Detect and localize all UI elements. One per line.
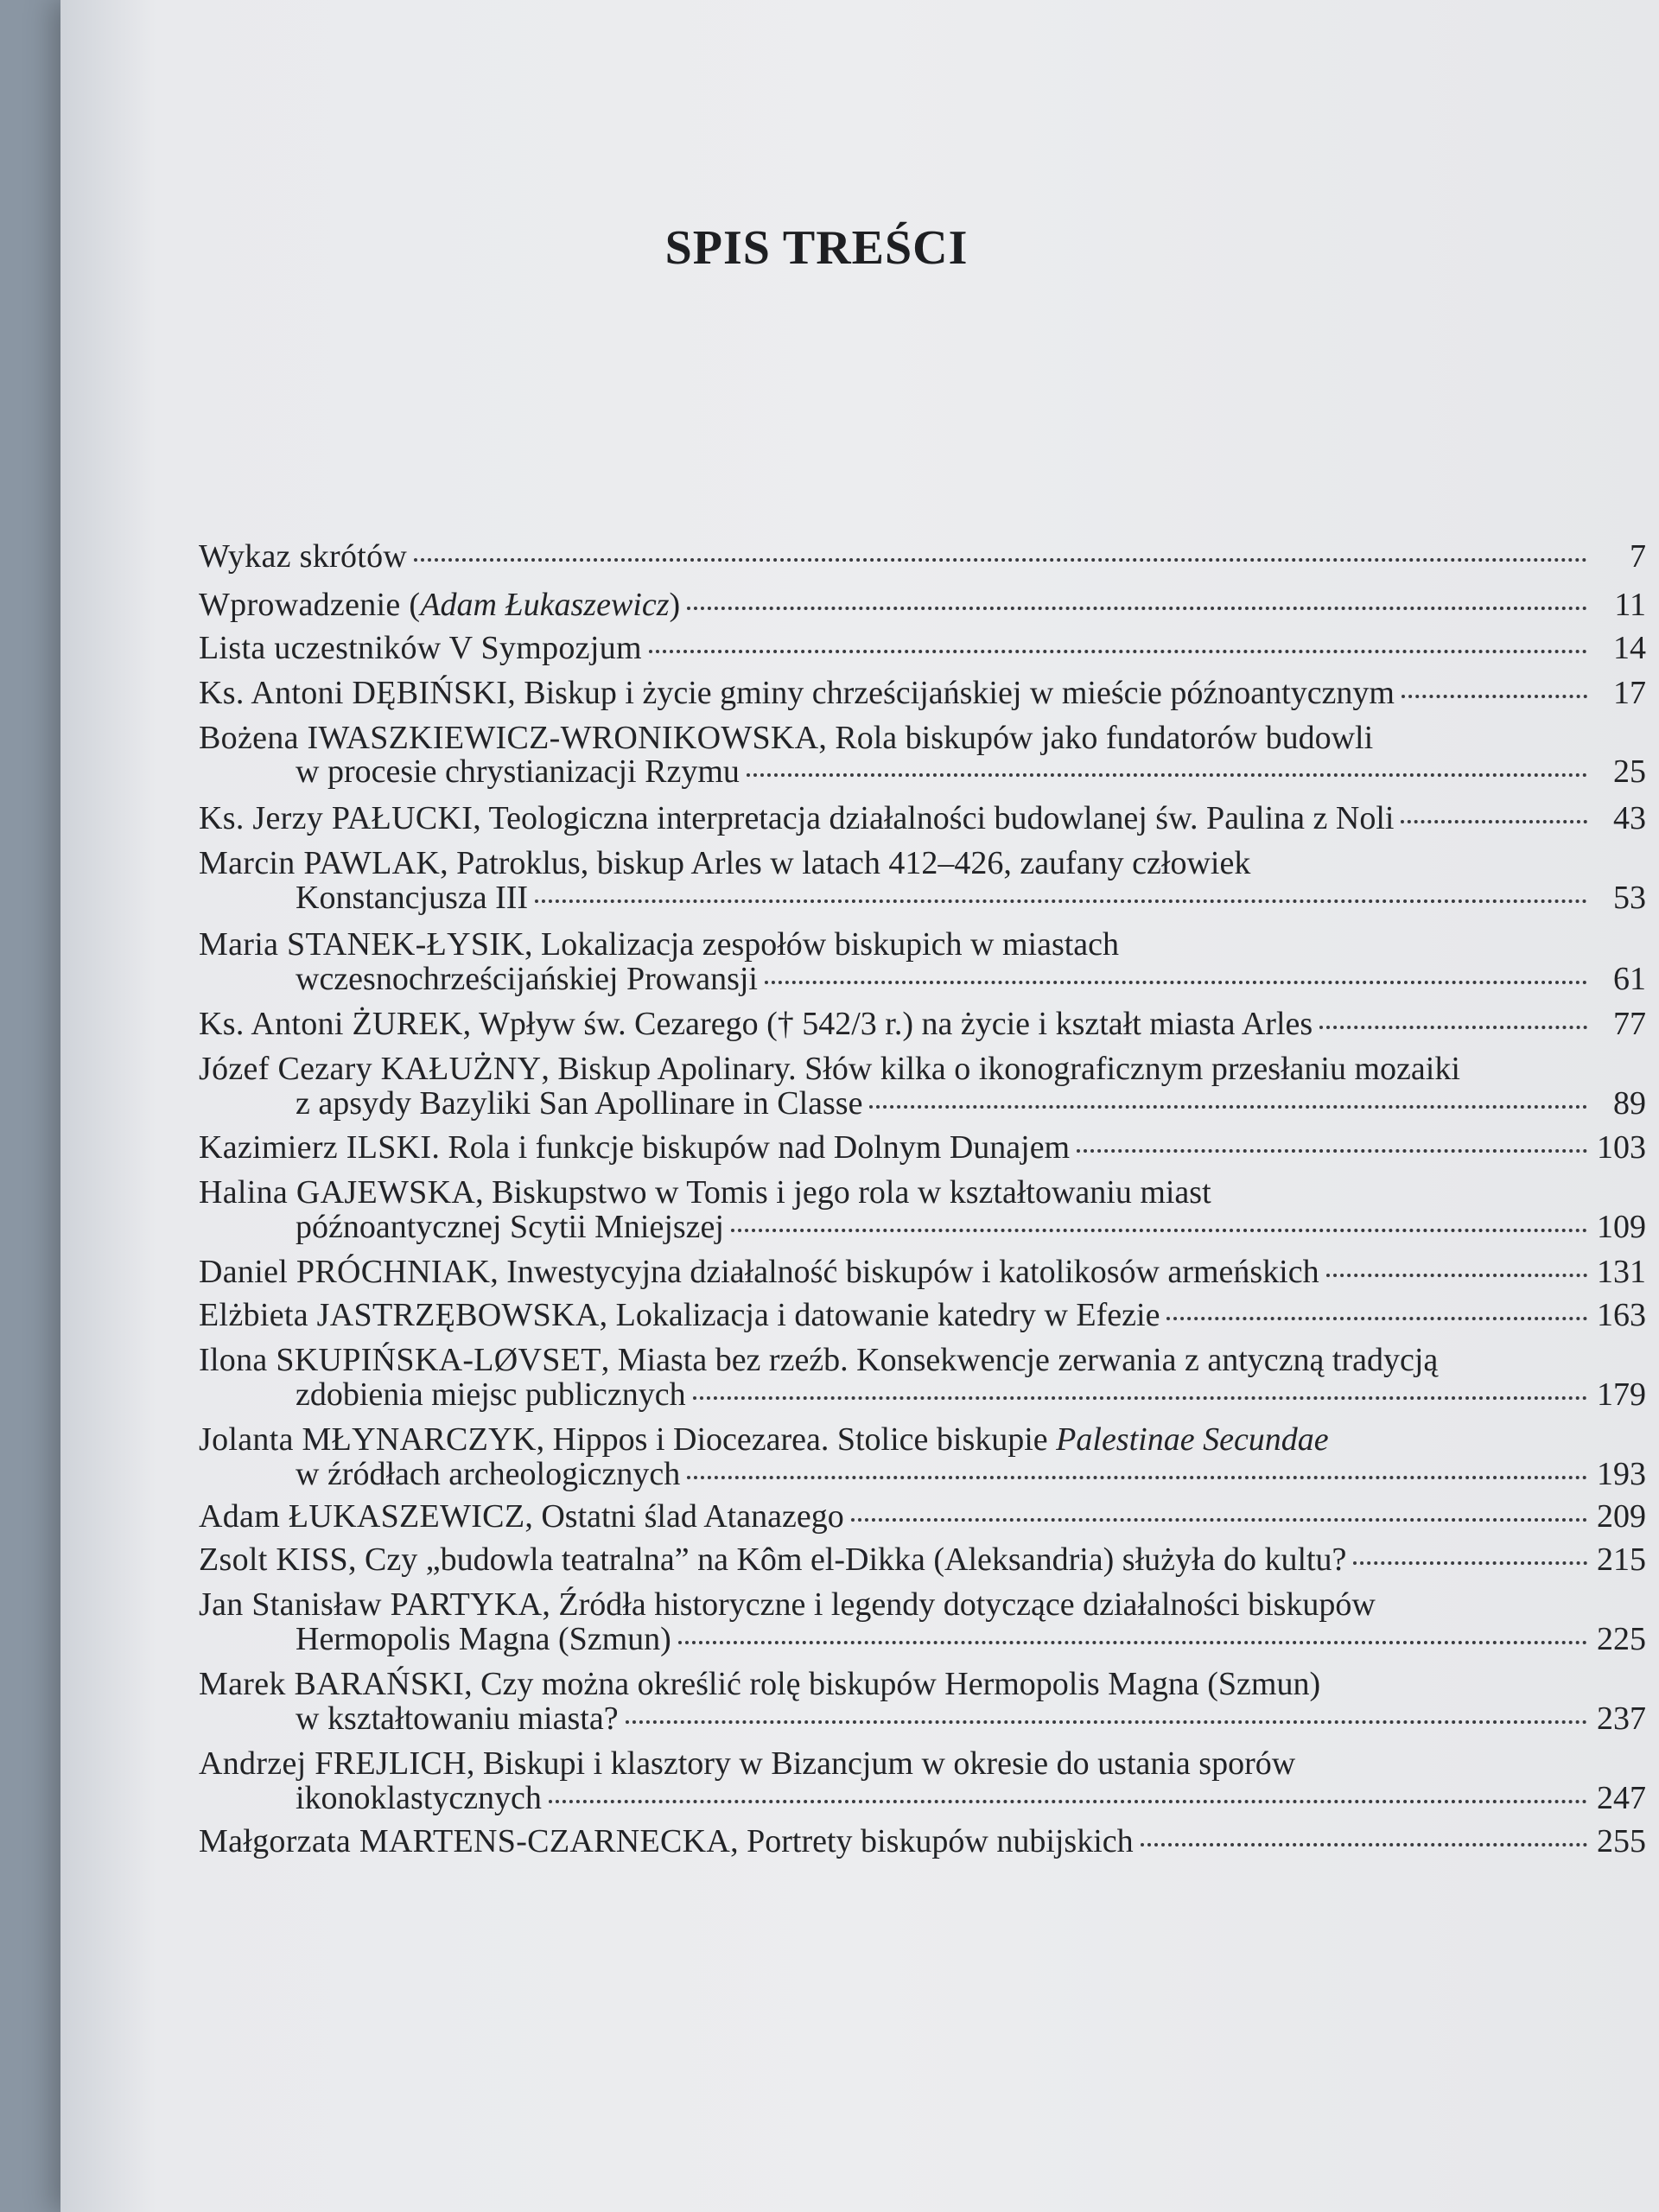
toc-entry — [199, 847, 1646, 916]
toc-title: zdobienia miejsc publicznych — [296, 1376, 686, 1413]
toc-entry-text — [199, 1007, 1313, 1042]
toc-line — [199, 1052, 1646, 1087]
toc-entry — [199, 721, 1646, 791]
toc-line — [199, 540, 1646, 575]
toc-entry-text — [296, 755, 740, 790]
page-number: 89 — [1613, 1084, 1646, 1122]
toc-author: Ks. Jerzy PAŁUCKI — [199, 800, 474, 837]
toc-author: Jan Stanisław PARTYKA — [199, 1586, 543, 1624]
toc-title: , Biskup Apolinary. Słów kilka o ikonograficznym przesłaniu mozaiki — [541, 1050, 1460, 1087]
toc-line — [199, 1500, 1646, 1535]
toc-entry-text — [199, 1423, 1329, 1458]
page-number: 163 — [1597, 1297, 1646, 1334]
toc-author: Maria STANEK-ŁYSIK — [199, 926, 525, 963]
page-number: 61 — [1613, 960, 1646, 997]
toc-line — [199, 1623, 1646, 1657]
toc-entry-text — [296, 881, 528, 916]
toc-title: późnoantycznej Scytii Mniejszej — [296, 1209, 724, 1246]
toc-line — [199, 1822, 1646, 1859]
toc-line — [199, 802, 1646, 836]
toc-entry — [199, 1668, 1646, 1737]
toc-entry-text — [199, 540, 407, 575]
toc-entry-text — [199, 721, 1373, 756]
toc-title: , Biskupi i klasztory w Bizancjum w okresie do ustania sporów — [466, 1745, 1296, 1782]
toc-entry-text — [199, 1176, 1211, 1211]
toc-author: Jolanta MŁYNARCZYK — [199, 1421, 537, 1458]
toc-title: ikonoklastycznych — [296, 1779, 542, 1816]
toc-italic-text: Palestinae Secundae — [1056, 1421, 1329, 1458]
toc-entry-text — [296, 1779, 542, 1816]
toc-entry — [199, 1052, 1646, 1122]
toc-entry — [199, 1588, 1646, 1657]
toc-line — [199, 588, 1646, 623]
book-page — [60, 0, 1659, 2212]
toc-title: , Portrety biskupów nubijskich — [730, 1822, 1134, 1859]
toc-line — [199, 1084, 1646, 1122]
page-number: 17 — [1613, 674, 1646, 711]
toc-entry — [199, 802, 1646, 836]
toc-entry-text — [199, 1822, 1134, 1859]
page-number: 7 — [1630, 538, 1646, 575]
toc-entry — [199, 1007, 1646, 1042]
toc-title: , Czy można określić rolę biskupów Hermopolis Magna (Szmun) — [464, 1666, 1321, 1703]
toc-line — [199, 1747, 1646, 1782]
toc-author: Ks. Antoni ŻUREK — [199, 1005, 463, 1042]
page-number: 225 — [1597, 1621, 1646, 1658]
toc-entry-text — [199, 674, 1395, 711]
toc-title: , Miasta bez rzeźb. Konsekwencje zerwania z antyczną tradycją — [601, 1341, 1439, 1378]
toc-entry-text — [296, 960, 758, 997]
toc-title: , Biskup i życie gminy chrześcijańskiej w mieście późnoantycznym — [507, 674, 1395, 711]
toc-line — [199, 1341, 1646, 1378]
toc-author: Kazimierz ILSKI — [199, 1129, 432, 1166]
toc-line — [199, 1211, 1646, 1245]
page-number: 247 — [1597, 1779, 1646, 1816]
toc-author: Bożena IWASZKIEWICZ-WRONIKOWSKA — [199, 719, 819, 756]
toc-author: Daniel PRÓCHNIAK — [199, 1254, 491, 1291]
toc-line — [199, 1455, 1646, 1492]
toc-line — [199, 755, 1646, 790]
page-title: SPIS TREŚCI — [664, 221, 969, 275]
toc-line — [199, 1378, 1646, 1413]
toc-entry-text — [296, 1455, 681, 1492]
toc-entry-text — [199, 629, 642, 666]
dot-leader — [869, 1105, 1587, 1109]
toc-author: Marek BARAŃSKI — [199, 1666, 465, 1703]
toc-line — [199, 1668, 1646, 1702]
dot-leader — [1319, 1026, 1587, 1029]
toc-title: , Biskupstwo w Tomis i jego rola w kształtowaniu miast — [475, 1174, 1211, 1211]
toc-line — [199, 629, 1646, 666]
toc-entry — [199, 588, 1646, 623]
toc-entry-text — [296, 1084, 863, 1122]
toc-title: Konstancjusza III — [296, 880, 529, 917]
page-number: 131 — [1597, 1254, 1646, 1291]
toc-line — [199, 881, 1646, 916]
toc-title: . Rola i funkcje biskupów nad Dolnym Dunajem — [431, 1129, 1071, 1166]
dot-leader — [851, 1518, 1587, 1522]
table-of-contents — [199, 540, 1646, 1859]
toc-line — [199, 1007, 1646, 1042]
toc-entry-text — [199, 847, 1250, 881]
dot-leader — [1353, 1561, 1587, 1565]
toc-entry — [199, 1299, 1646, 1333]
toc-author: Marcin PAWLAK — [199, 845, 441, 882]
toc-entry — [199, 928, 1646, 997]
toc-author: Józef Cezary KAŁUŻNY — [199, 1050, 542, 1087]
toc-title: , Wpływ św. Cezarego († 542/3 r.) na życie i kształt miasta Arles — [462, 1005, 1313, 1042]
toc-entry — [199, 540, 1646, 575]
page-number: 209 — [1597, 1498, 1646, 1535]
toc-author: Ilona SKUPIŃSKA-LØVSET — [199, 1341, 601, 1378]
dot-leader — [747, 773, 1587, 777]
page-number: 179 — [1597, 1376, 1646, 1413]
toc-italic-text: Adam Łukaszewicz — [420, 586, 670, 623]
toc-entry-text — [199, 928, 1119, 963]
toc-title: , Rola biskupów jako fundatorów budowli — [818, 719, 1374, 756]
toc-author: Halina GAJEWSKA — [199, 1174, 476, 1211]
toc-line — [199, 1423, 1646, 1458]
toc-line — [199, 1779, 1646, 1816]
dot-leader — [687, 1476, 1587, 1479]
page-number: 53 — [1613, 880, 1646, 917]
page-number: 11 — [1614, 586, 1646, 623]
toc-author: Małgorzata MARTENS-CZARNECKA — [199, 1822, 731, 1859]
toc-entry — [199, 1822, 1646, 1859]
toc-title: wczesnochrześcijańskiej Prowansji — [296, 960, 758, 997]
dot-leader — [678, 1641, 1587, 1644]
toc-title: ) — [669, 586, 681, 623]
toc-author: Ks. Antoni DĘBIŃSKI — [199, 674, 508, 711]
toc-author: Wprowadzenie ( — [199, 586, 421, 623]
toc-title: , Hippos i Diocezarea. Stolice biskupie — [536, 1421, 1057, 1458]
toc-title: , Teologiczna interpretacja działalności budowlanej św. Paulina z Noli — [473, 800, 1395, 837]
toc-entry-text — [199, 1255, 1319, 1290]
page-number: 215 — [1597, 1541, 1646, 1579]
page-number: 14 — [1613, 629, 1646, 666]
toc-line — [199, 1543, 1646, 1578]
toc-line — [199, 1299, 1646, 1333]
toc-entry-text — [296, 1211, 724, 1245]
toc-author: Adam ŁUKASZEWICZ — [199, 1498, 525, 1535]
toc-entry-text — [296, 1702, 619, 1737]
dot-leader — [549, 1800, 1587, 1803]
toc-line — [199, 1702, 1646, 1737]
toc-entry-text — [296, 1378, 686, 1413]
page-number: 255 — [1597, 1822, 1646, 1859]
toc-title: , Źródła historyczne i legendy dotyczące działalności biskupów — [542, 1586, 1376, 1624]
toc-line — [199, 928, 1646, 963]
page-number: 103 — [1597, 1129, 1646, 1166]
toc-title: , Czy „budowla teatralna” na Kôm el-Dikka (Aleksandria) służyła do kultu? — [347, 1541, 1347, 1579]
toc-author: Wykaz skrótów — [199, 538, 408, 575]
page-number: 77 — [1613, 1005, 1646, 1042]
toc-entry — [199, 674, 1646, 711]
page-number: 25 — [1613, 753, 1646, 791]
toc-entry-text — [199, 1588, 1376, 1623]
toc-line — [199, 960, 1646, 997]
toc-line — [199, 674, 1646, 711]
toc-entry-text — [199, 1668, 1320, 1702]
dot-leader — [765, 981, 1587, 984]
toc-title: , Patroklus, biskup Arles w latach 412–426, zaufany człowiek — [440, 845, 1251, 882]
dot-leader — [1326, 1274, 1587, 1277]
dot-leader — [649, 650, 1587, 653]
toc-entry-text — [199, 1299, 1160, 1333]
toc-line — [199, 1176, 1646, 1211]
toc-entry-text — [199, 1341, 1439, 1378]
toc-entry-text — [199, 1500, 844, 1535]
page-number: 193 — [1597, 1455, 1646, 1492]
toc-entry — [199, 1176, 1646, 1245]
toc-entry — [199, 1423, 1646, 1492]
toc-entry — [199, 1500, 1646, 1535]
toc-title: , Ostatni ślad Atanazego — [524, 1498, 844, 1535]
toc-entry — [199, 1747, 1646, 1816]
toc-author: Elżbieta JASTRZĘBOWSKA — [199, 1297, 600, 1334]
toc-title: Hermopolis Magna (Szmun) — [296, 1621, 671, 1658]
dot-leader — [1401, 820, 1587, 823]
toc-title: z apsydy Bazyliki San Apollinare in Classe — [296, 1084, 863, 1122]
toc-title: w źródłach archeologicznych — [296, 1455, 681, 1492]
toc-entry-text — [199, 1543, 1346, 1578]
page-number: 43 — [1613, 800, 1646, 837]
toc-entry — [199, 1131, 1646, 1166]
dot-leader — [731, 1229, 1587, 1232]
toc-entry-text — [199, 1052, 1460, 1087]
dot-leader — [1141, 1843, 1587, 1847]
toc-line — [199, 847, 1646, 881]
toc-title: w kształtowaniu miasta? — [296, 1700, 619, 1737]
toc-line — [199, 1255, 1646, 1290]
dot-leader — [626, 1720, 1587, 1724]
toc-entry — [199, 629, 1646, 666]
page-number: 109 — [1597, 1209, 1646, 1246]
toc-line — [199, 721, 1646, 756]
toc-line — [199, 1588, 1646, 1623]
toc-entry-text — [199, 1131, 1070, 1166]
dot-leader — [687, 607, 1587, 610]
dot-leader — [535, 899, 1587, 903]
toc-entry-text — [199, 1747, 1295, 1782]
toc-entry-text — [296, 1623, 671, 1657]
toc-author: Lista uczestników V Sympozjum — [199, 629, 642, 666]
toc-entry — [199, 1255, 1646, 1290]
toc-entry — [199, 1341, 1646, 1413]
toc-author: Andrzej FREJLICH — [199, 1745, 467, 1782]
toc-entry-text — [199, 588, 680, 623]
dot-leader — [1166, 1317, 1587, 1320]
toc-title: w procesie chrystianizacji Rzymu — [296, 753, 740, 791]
toc-entry — [199, 1543, 1646, 1578]
dot-leader — [1402, 695, 1587, 698]
toc-title: , Inwestycyjna działalność biskupów i katolikosów armeńskich — [490, 1254, 1319, 1291]
toc-line — [199, 1131, 1646, 1166]
dot-leader — [693, 1396, 1587, 1400]
toc-title: , Lokalizacja zespołów biskupich w miastach — [524, 926, 1120, 963]
dot-leader — [1077, 1149, 1587, 1153]
toc-entry-text — [199, 802, 1394, 836]
page-number: 237 — [1597, 1700, 1646, 1737]
toc-title: , Lokalizacja i datowanie katedry w Efezie — [599, 1297, 1160, 1334]
dot-leader — [414, 558, 1587, 562]
toc-author: Zsolt KISS — [199, 1541, 348, 1579]
